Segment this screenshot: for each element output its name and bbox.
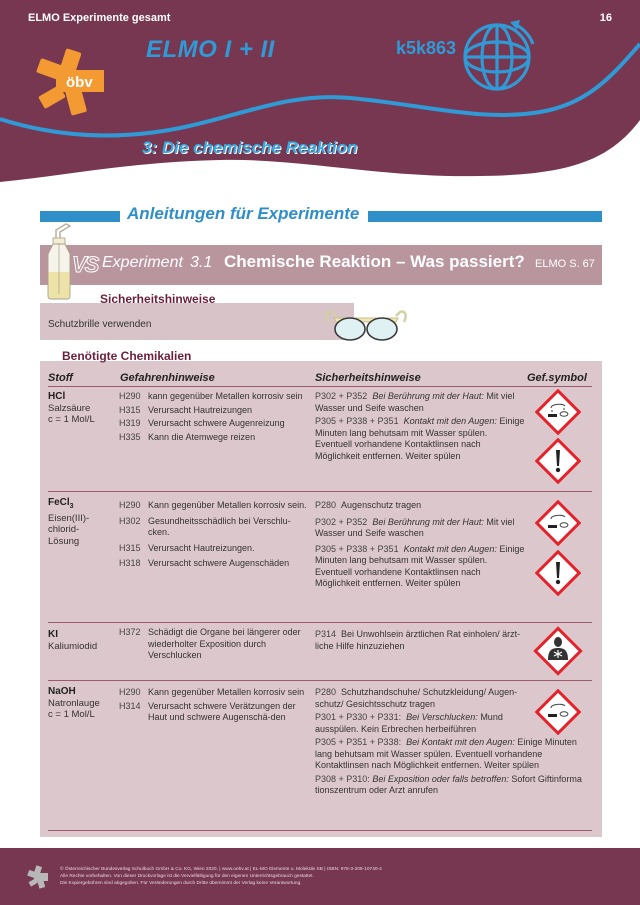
table-row-hcl-hazards: H290 kann gegenüber Metallen korrosiv sein H315 Verursacht Hautreizungen H319 Verursacht schwere Augenreizung H335 Kann die Atemwege reizen [119, 391, 303, 442]
table-row-hcl-precautions: P302 + P352 Bei Berührung mit der Haut: Mit viel Wasser und Seife waschen P305 + P338 + P351 Kontakt mit den Augen: Einige Minuten lang behutsam mit Wasser spülen. Eventuell vorhandene Kontaktlinsen nach Möglichkeit entfernen. Weiter spülen [315, 391, 525, 461]
table-row-hcl-substance [48, 391, 116, 426]
table-row-naoh-substance: NaOH Natronlauge c = 1 Mol/L [48, 686, 116, 721]
experiment-label: Experiment [102, 254, 183, 271]
globe-icon [460, 16, 538, 94]
substance-concentration: c = 1 Mol/L [48, 414, 95, 425]
section-title: Anleitungen für Experimente [127, 204, 360, 223]
experiment-title: Chemische Reaktion – Was passiert? [224, 252, 525, 271]
corrosive-ghs05-icon [535, 500, 581, 546]
logo-text: öbv [66, 74, 93, 91]
document-title: ELMO Experimente gesamt [28, 12, 171, 24]
exclamation-ghs07-icon [535, 550, 581, 596]
substance-formula: NaOH [48, 686, 76, 697]
section-bar-right [368, 211, 602, 222]
experiment-number: 3.1 [190, 254, 213, 271]
substance-formula: FeCl [48, 497, 70, 508]
table-row-fecl3-hazards: H290 Kann gegenüber Metallen korrosiv sein. H302 Gesundheitsschädlich bei Verschlu-cken. H315 Verursacht Hautreizungen. H318 Verursacht schwere Augenschäden [119, 500, 307, 568]
chemicals-title: Benötigte Chemikalien [62, 349, 192, 363]
page-number: 16 [599, 12, 612, 24]
safety-text: Schutzbrille verwenden [48, 319, 152, 330]
series-title: ELMO I + II [146, 36, 275, 63]
column-header-hazards: Gefahrenhinweise [120, 372, 215, 384]
column-header-precautions: Sicherheitshinweise [315, 372, 421, 384]
vs-badge: VS [72, 252, 98, 277]
row-divider [48, 830, 592, 831]
table-row-naoh-hazards: H290 Kann gegenüber Metallen korrosiv sein H314 Verursacht schwere Verätzungen der Haut und schwere Augenschä-den [119, 687, 305, 722]
section-bar-left [40, 211, 120, 222]
safety-title: Sicherheitshinweise [100, 292, 216, 306]
substance-name: Salzsäure [48, 402, 91, 414]
book-reference: ELMO S. 67 [535, 258, 595, 270]
online-code[interactable]: k5k863 [396, 38, 457, 58]
column-header-symbol: Gef.symbol [527, 372, 587, 384]
health-hazard-ghs08-icon [533, 626, 583, 676]
footer-logo-icon [26, 865, 50, 889]
table-row-ki-precautions: P314 Bei Unwohlsein ärztlichen Rat einholen/ ärzt-liche Hilfe hinzuziehen [315, 629, 521, 651]
substance-formula: KI [48, 629, 58, 640]
column-header-stoff: Stoff [48, 372, 73, 384]
table-row-naoh-precautions: P280 Schutzhandschuhe/ Schutzkleidung/ Augen-schutz/ Gesichtsschutz tragen P301 + P330 + P331: Bei Verschlucken: Mund ausspülen. Kein Erbrechen herbeiführen P305 + P351 + P338: Bei Kontakt mit den Augen: Einige Minuten lang behutsam mit Wasser spülen. Eventuell vorhandene Kontaktlinsen nach Möglichkeit entfernen. Weiter spülen P308 + P310: Bei Exposition oder falls betroffen: Sofort Giftinforma tionszentrum oder Arzt anrufen [315, 687, 582, 795]
corrosive-ghs05-icon [535, 389, 581, 435]
chapter-title: 3: Die chemische Reaktion [142, 138, 358, 157]
table-row-ki-substance: KI Kaliumiodid [48, 629, 116, 652]
table-row-fecl3-substance: FeCl$_3$ Eisen(III)- chlorid- Lösung [48, 497, 90, 547]
oebv-logo [34, 48, 104, 118]
row-divider [48, 680, 592, 681]
row-divider [48, 491, 592, 492]
exclamation-ghs07-icon [535, 438, 581, 484]
row-divider [48, 622, 592, 623]
header-divider [48, 386, 592, 387]
corrosive-ghs05-icon [535, 689, 581, 735]
table-row-fecl3-precautions: P280 Augenschutz tragen P302 + P352 Bei Berührung mit der Haut: Mit viel Wasser und Seife waschen P305 + P338 + P351 Kontakt mit den Augen: Einige Minuten lang behutsam mit Wasser spülen. Eventuell vorhandene Kontaktlinsen nach Möglichkeit entfernen. Weiter spülen [315, 500, 525, 588]
safety-goggles-icon [322, 308, 410, 342]
footer-copyright: © Österreichischer Bundesverlag Schulbuch GmbH & Co. KG, Wien 2020. | www.oebv.at | EL-MO Elemente u. Moleküle SB | ISBN: 978-3-209-10740-4 Alle Rechte vorbehalten. Von dieser Druckvorlage ist die Vervielfältigung für den eigenen Unterrichtsgebrauch gestattet. Die Kopiergebühren sind abgegolten. Für Veränderungen durch Dritte übernimmt der Verlag keine Verantwortung. [60, 867, 382, 886]
table-row-ki-hazards: H372 Schädigt die Organe bei längerer oder wiederholter Exposition durch Verschlucken [119, 627, 301, 660]
substance-formula: HCl [48, 391, 66, 402]
